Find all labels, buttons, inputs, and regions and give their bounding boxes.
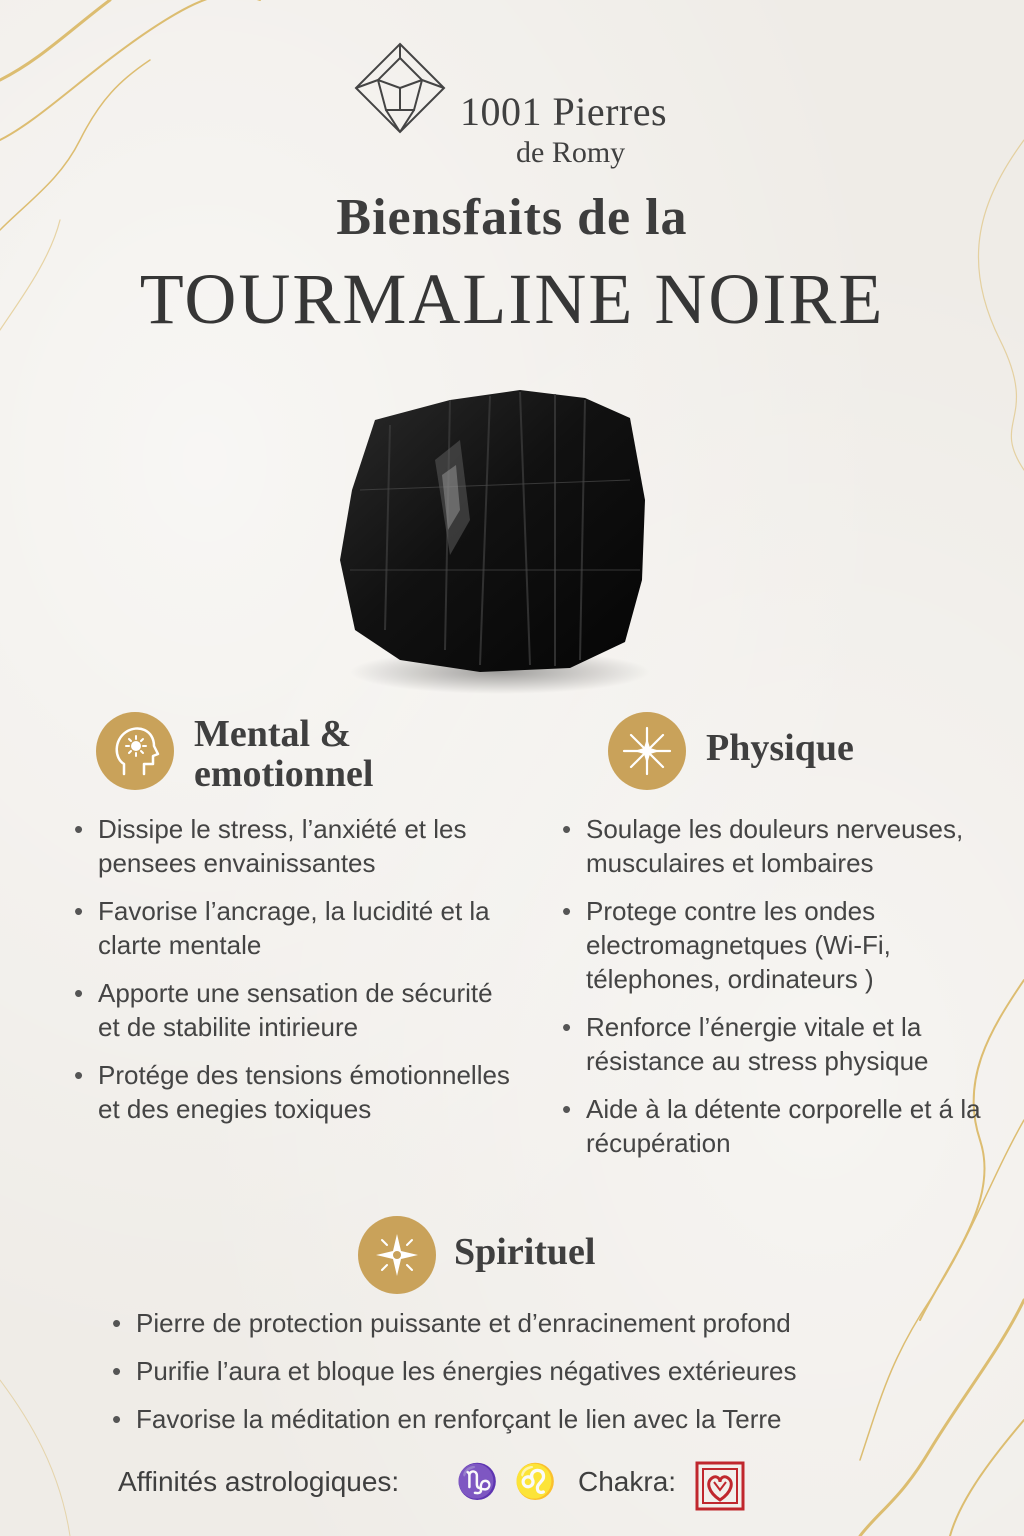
- capricorn-icon: ♑: [456, 1463, 499, 1501]
- head-sun-icon: [96, 712, 174, 790]
- list-item: • Pierre de protection puissante et d’enracinement profond: [112, 1306, 932, 1340]
- section-title-mental-line1: Mental &: [194, 713, 352, 755]
- list-item: • Favorise la méditation en renforçant le lien avec la Terre: [112, 1402, 932, 1436]
- brand-name: 1001 Pierres: [460, 89, 668, 134]
- page-title-line2: TOURMALINE NOIRE: [139, 259, 885, 339]
- section-title-mental-line2: emotionnel: [194, 753, 374, 795]
- star-burst-icon: [608, 712, 686, 790]
- list-item: • Dissipe le stress, l’anxiété et les pensees envainissantes: [74, 812, 514, 880]
- list-item: • Favorise l’ancrage, la lucidité et la clarte mentale: [74, 894, 514, 962]
- astro-affinities-label: Affinités astrologiques:: [118, 1466, 400, 1497]
- brand-subname: de Romy: [516, 136, 626, 169]
- mental-benefits-list: [74, 812, 514, 1140]
- section-title-mental: [194, 714, 373, 794]
- physique-benefits-list: [562, 812, 1002, 1174]
- list-item: • Protége des tensions émotionnelles et des enegies toxiques: [74, 1058, 514, 1126]
- spirituel-benefits-list: [112, 1306, 932, 1450]
- list-item: • Purifie l’aura et bloque les énergies négatives extérieures: [112, 1354, 932, 1388]
- list-item: • Renforce l’énergie vitale et la résistance au stress physique: [562, 1010, 1002, 1078]
- list-item: • Aide à la détente corporelle et á la récupération: [562, 1092, 1002, 1160]
- crystal-logo-icon: [352, 40, 448, 136]
- brand-logo: [352, 40, 672, 169]
- section-title-spirituel: Spirituel: [454, 1231, 596, 1273]
- black-tourmaline-stone-image: [330, 380, 670, 700]
- list-item: • Protege contre les ondes electromagnetques (Wi-Fi, télephones, ordinateurs ): [562, 894, 1002, 996]
- root-chakra-icon: [694, 1460, 746, 1512]
- page-title-line1: Biensfaits de la: [336, 189, 688, 246]
- list-item: • Soulage les douleurs nerveuses, musculaires et lombaires: [562, 812, 1002, 880]
- leo-icon: ♌: [514, 1463, 557, 1501]
- list-item: • Apporte une sensation de sécurité et de stabilite intirieure: [74, 976, 514, 1044]
- section-title-physique: Physique: [706, 727, 854, 769]
- sparkle-icon: [358, 1216, 436, 1294]
- chakra-label: Chakra:: [578, 1466, 677, 1497]
